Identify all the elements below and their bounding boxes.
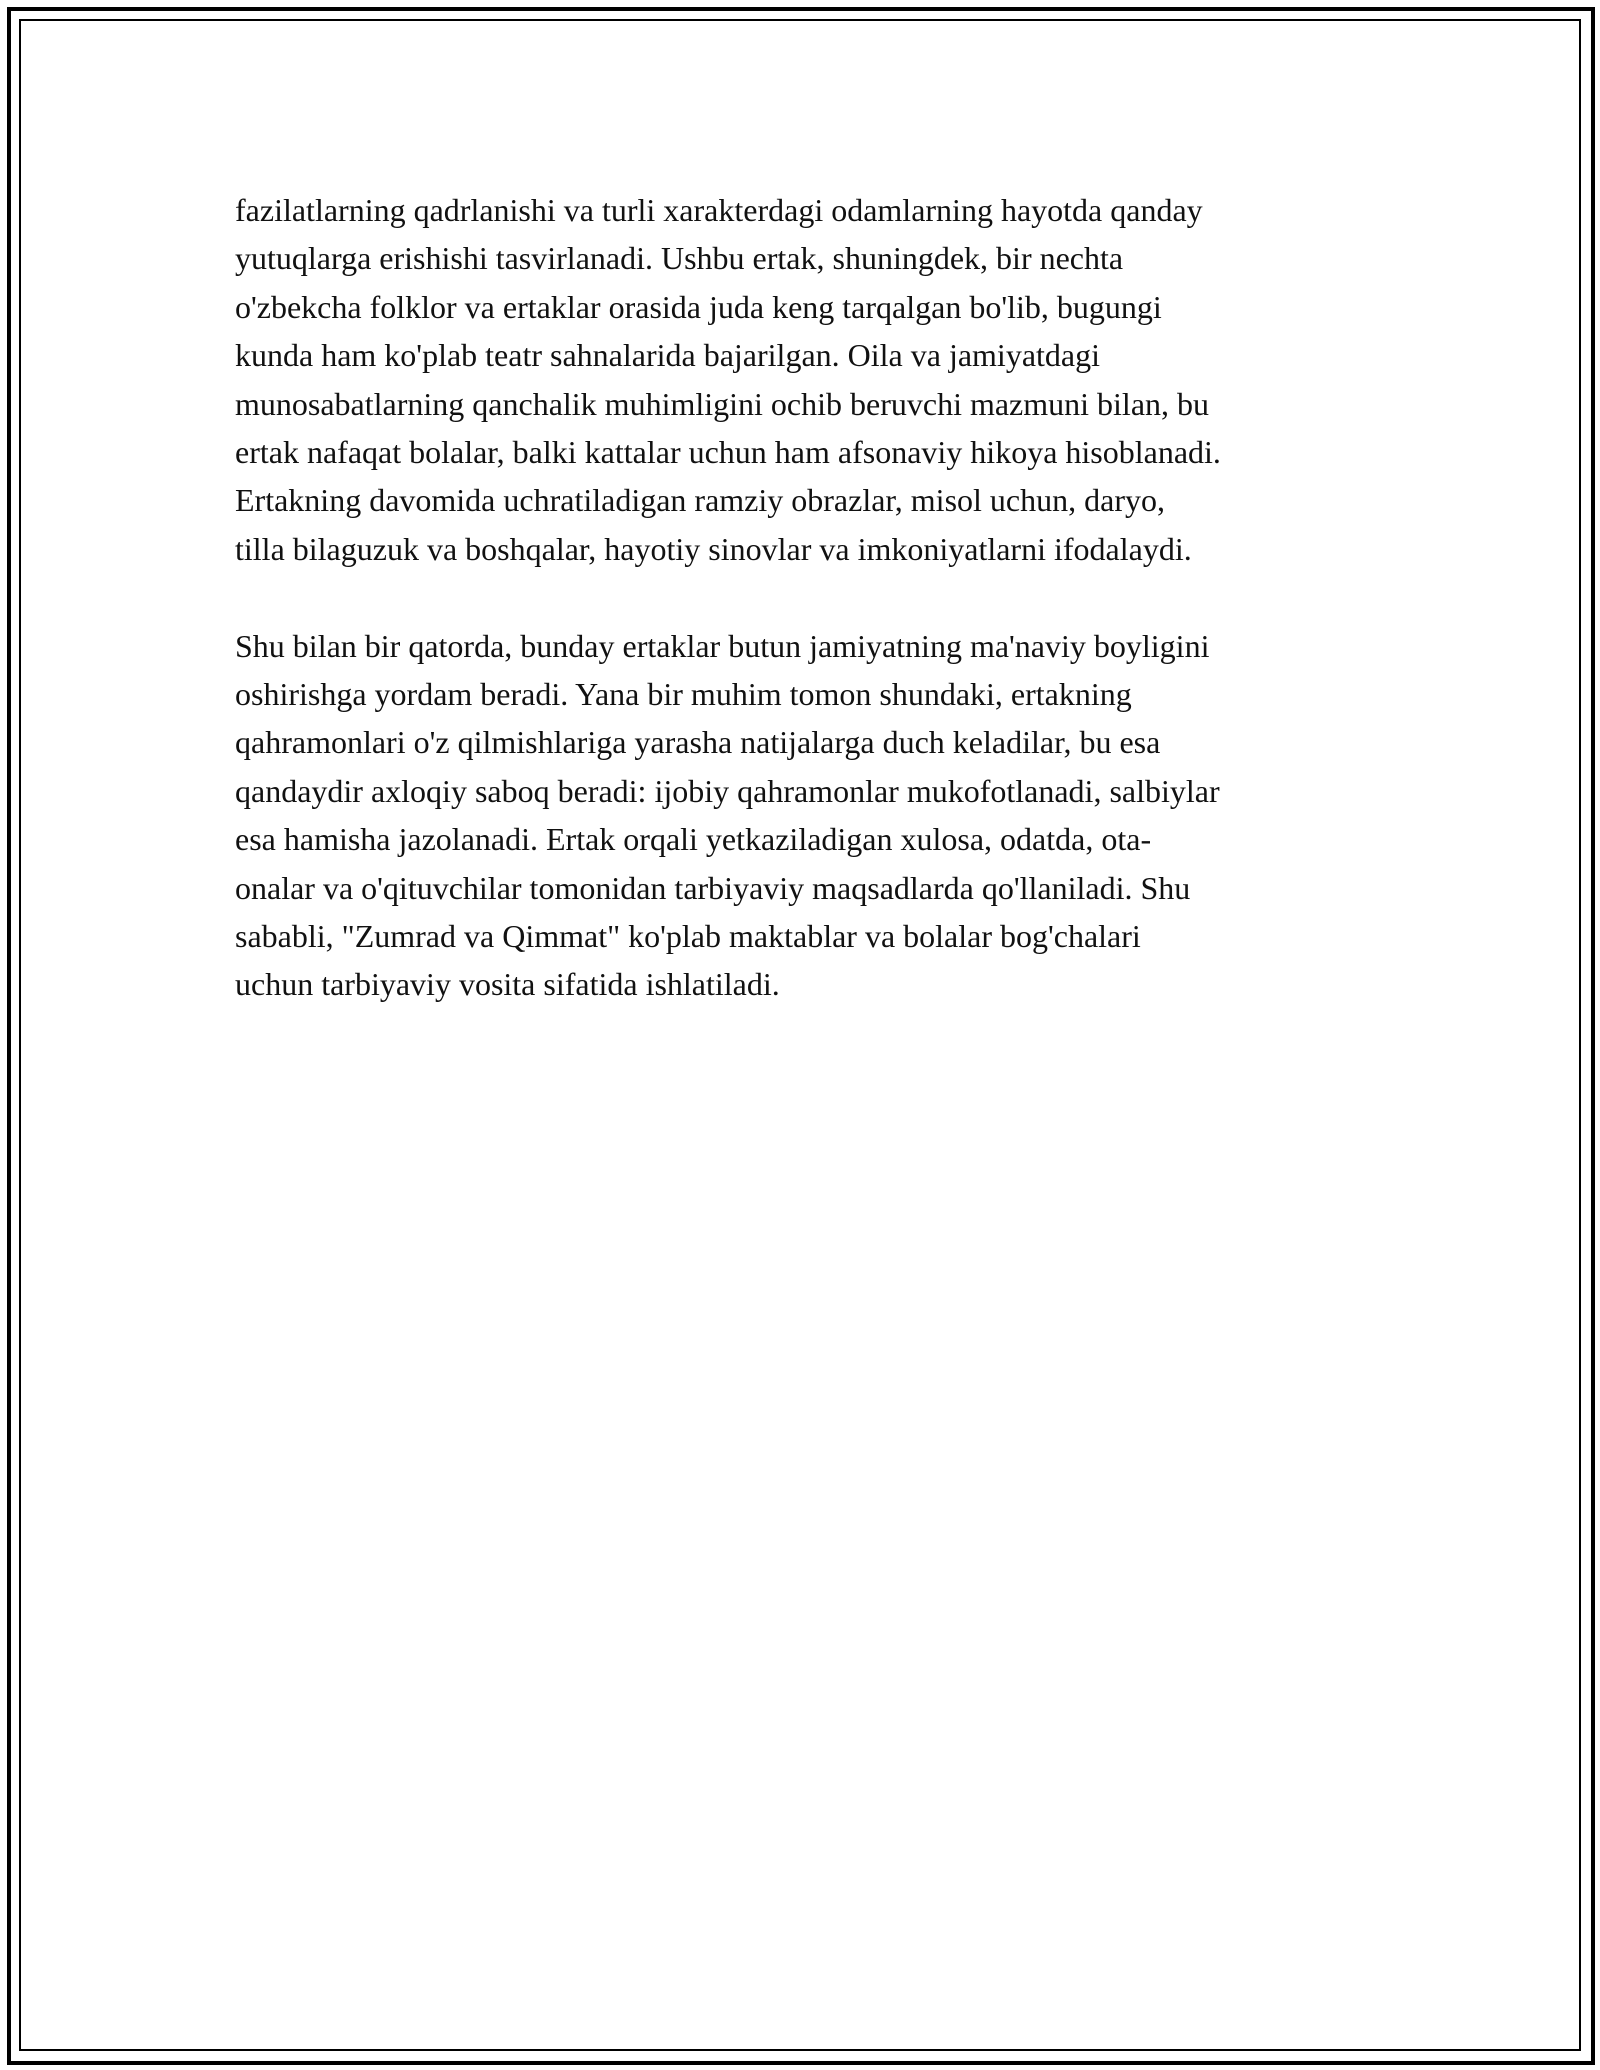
text-line: sababli, "Zumrad va Qimmat" ko'plab maktablar va bolalar bog'chalari: [235, 918, 1141, 955]
text-line: Shu bilan bir qatorda, bunday ertaklar butun jamiyatning ma'naviy boyligini: [235, 627, 1210, 664]
text-line: kunda ham ko'plab teatr sahnalarida bajarilgan. Oila va jamiyatdagi: [235, 337, 1100, 374]
text-line: o'zbekcha folklor va ertaklar orasida juda keng tarqalgan bo'lib, bugungi: [235, 288, 1162, 325]
text-line: munosabatlarning qanchalik muhimligini ochib beruvchi mazmuni bilan, bu: [235, 385, 1210, 422]
text-line: yutuqlarga erishishi tasvirlanadi. Ushbu ertak, shuningdek, bir nechta: [235, 240, 1124, 277]
text-line: ertak nafaqat bolalar, balki kattalar uchun ham afsonaviy hikoya hisoblanadi.: [235, 434, 1221, 471]
text-line: onalar va o'qituvchilar tomonidan tarbiyaviy maqsadlarda qo'llaniladi. Shu: [235, 869, 1191, 906]
text-line: qahramonlari o'z qilmishlariga yarasha natijalarga duch keladilar, bu esa: [235, 724, 1161, 761]
paragraph-1: [235, 186, 1395, 573]
text-line: fazilatlarning qadrlanishi va turli xarakterdagi odamlarning hayotda qanday: [235, 192, 1203, 228]
document-body: [235, 186, 1395, 1009]
text-line: Ertakning davomida uchratiladigan ramziy obrazlar, misol uchun, daryo,: [235, 482, 1165, 519]
text-line: oshirishga yordam beradi. Yana bir muhim tomon shundaki, ertakning: [235, 676, 1132, 713]
paragraph-2: [235, 622, 1395, 1009]
text-line: tilla bilaguzuk va boshqalar, hayotiy sinovlar va imkoniyatlarni ifodalaydi.: [235, 530, 1192, 567]
text-line: uchun tarbiyaviy vosita sifatida ishlatiladi.: [235, 966, 780, 1003]
text-line: qandaydir axloqiy saboq beradi: ijobiy qahramonlar mukofotlanadi, salbiylar: [235, 772, 1220, 809]
text-line: esa hamisha jazolanadi. Ertak orqali yetkaziladigan xulosa, odatda, ota-: [235, 821, 1152, 858]
